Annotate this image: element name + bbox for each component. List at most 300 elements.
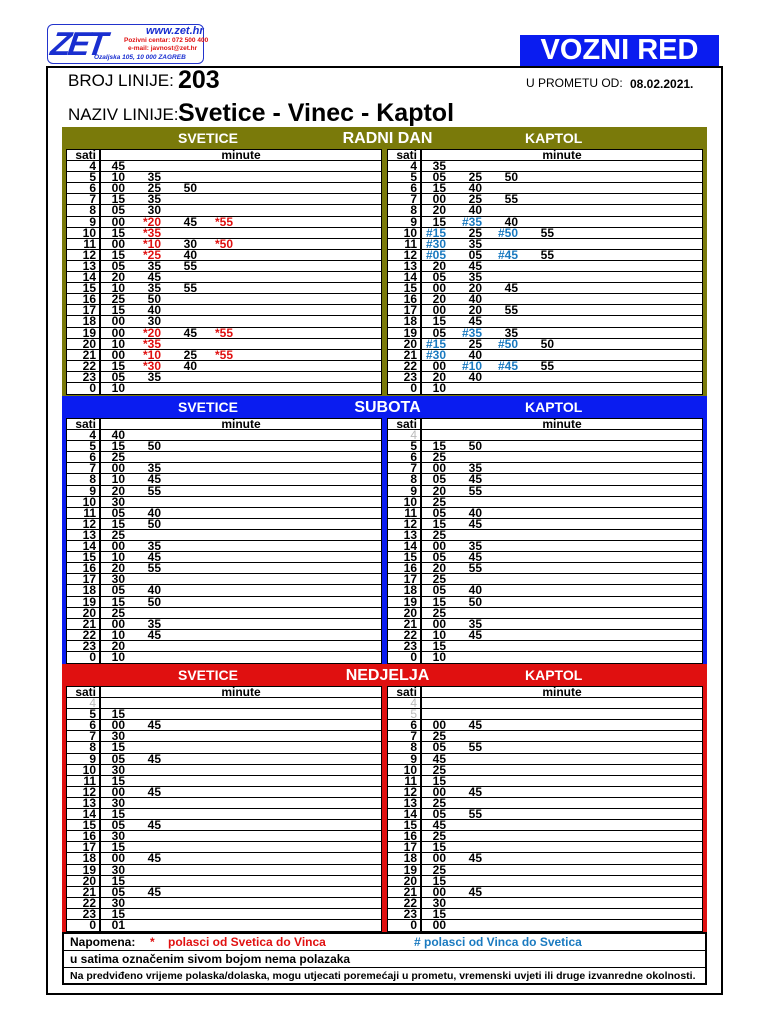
hour-cell: 19 [388,865,422,875]
marked-minute-value: *50 [214,236,233,251]
hour-cell: 14 [388,541,422,551]
minutes-cell [422,430,702,440]
minutes-cell [422,303,702,318]
minute-value: 55 [147,561,161,576]
hour-cell: 20 [67,876,101,886]
day-type-title: RADNI DAN [342,130,433,147]
minute-value: 35 [468,270,482,285]
minutes-cell [422,159,702,174]
minute-value: 01 [111,917,125,932]
minute-value: 40 [183,247,197,262]
minute-value: 40 [504,214,518,229]
minutes-cell [422,627,702,642]
direction-left: SVETICE [178,399,238,415]
minutes-cell [422,698,702,708]
section-radni [62,127,707,397]
minute-value: 55 [183,281,197,296]
marked-minute-value: *10 [142,347,161,362]
minutes-cell [101,807,381,822]
hour-cell: 11 [67,776,101,786]
hour-cell: 14 [67,809,101,819]
minute-value: 25 [468,336,482,351]
minutes-cell [101,906,381,921]
hour-cell: 13 [67,261,101,271]
hour-cell: 14 [388,809,422,819]
minute-value: 55 [504,303,518,318]
hour-cell: 9 [67,754,101,764]
minutes-cell [101,505,381,520]
minute-value: 00 [111,461,125,476]
minute-value: 10 [432,627,446,642]
minute-value: 55 [540,247,554,262]
minutes-cell [422,380,702,395]
timetable-left [66,418,382,664]
minutes-cell [422,807,702,822]
minute-value: 00 [111,325,125,340]
marked-minute-value: #35 [461,325,482,340]
hour-cell: 17 [67,305,101,315]
hour-cell: 19 [67,328,101,338]
hour-cell: 16 [388,294,422,304]
minute-value: 50 [504,170,518,185]
minutes-cell [101,698,381,708]
minute-value: 15 [111,740,125,755]
minute-value: 15 [111,516,125,531]
minute-value: 40 [468,203,482,218]
hour-cell: 8 [388,742,422,752]
minute-value: 35 [468,461,482,476]
hour-cell: 20 [388,876,422,886]
hour-cell: 9 [67,486,101,496]
minute-value: 55 [540,225,554,240]
hour-cell: 0 [388,920,422,931]
marked-minute-value: #15 [425,225,446,240]
hour-cell: 21 [388,619,422,629]
minutes-cell [101,561,381,576]
minutes-cell [101,818,381,833]
marked-minute-value: *20 [142,214,161,229]
table-row [388,917,702,932]
hour-column-header: sati [67,150,101,160]
minute-value: 35 [147,192,161,207]
hour-cell: 18 [67,316,101,326]
hour-cell: 18 [388,316,422,326]
hour-cell: 22 [67,630,101,640]
minutes-cell [422,649,702,664]
hour-cell: 7 [67,194,101,204]
minute-value: 30 [111,895,125,910]
marked-minute-value: *55 [214,214,233,229]
hour-cell: 23 [388,909,422,919]
logo-website: www.zet.hr [146,25,204,37]
hour-cell: 12 [67,787,101,797]
minute-value: 15 [432,594,446,609]
hour-cell: 17 [67,574,101,584]
minute-value: 15 [111,192,125,207]
minute-value: 20 [432,561,446,576]
minute-value: 15 [111,303,125,318]
minutes-cell [101,270,381,285]
minutes-cell [422,594,702,609]
minute-value: 15 [111,225,125,240]
minute-value: 10 [111,281,125,296]
minutes-cell [101,873,381,888]
logo-address: Ozaljska 105, 10 000 ZAGREB [94,54,186,61]
minute-column-header: minute [542,148,582,162]
minutes-cell [101,494,381,509]
direction-right: KAPTOL [525,130,583,146]
timetable-right [387,418,703,664]
minute-value: 45 [147,472,161,487]
table-row [388,380,702,395]
minute-value: 55 [468,740,482,755]
minute-value: 35 [147,616,161,631]
minute-value: 30 [432,895,446,910]
minutes-cell [101,527,381,542]
minute-value: 05 [111,751,125,766]
minute-value: 00 [111,214,125,229]
marked-minute-value: *10 [142,236,161,251]
hour-cell: 7 [388,194,422,204]
hour-cell: 17 [388,574,422,584]
minute-value: 00 [111,851,125,866]
minute-value: 15 [111,358,125,373]
minutes-cell [422,616,702,631]
hour-cell: 11 [67,239,101,249]
minutes-cell [422,472,702,487]
minute-value: 10 [432,380,446,395]
minute-value: 25 [468,192,482,207]
hour-cell: 16 [67,831,101,841]
minute-value: 25 [432,605,446,620]
minute-value: 25 [111,292,125,307]
minute-value: 30 [111,862,125,877]
minute-value: 00 [432,539,446,554]
minute-value: 00 [111,784,125,799]
minute-value: 15 [111,773,125,788]
hour-cell: 18 [67,585,101,595]
minute-value: 30 [111,762,125,777]
minutes-cell [101,258,381,273]
minute-value: 50 [147,439,161,454]
minute-value: 15 [111,906,125,921]
minute-value: 25 [432,729,446,744]
hour-cell: 7 [67,731,101,741]
table-row [388,649,702,664]
minutes-cell [101,247,381,262]
minutes-cell [422,895,702,910]
marked-minute-value: *25 [142,247,161,262]
minute-value: 00 [432,851,446,866]
minute-value: 50 [147,594,161,609]
minutes-cell [422,505,702,520]
minute-value: 50 [540,336,554,351]
minute-value: 40 [147,505,161,520]
marked-minute-value: *30 [142,358,161,373]
minute-value: 15 [111,840,125,855]
minutes-cell [422,572,702,587]
minute-column-header: minute [221,417,261,431]
minute-value: 00 [432,718,446,733]
hour-cell: 15 [67,283,101,293]
minute-value: 15 [432,638,446,653]
marked-minute-value: #30 [425,347,446,362]
minute-value: 55 [504,192,518,207]
line-number: 203 [178,66,220,94]
minute-value: 15 [111,594,125,609]
minute-value: 10 [432,649,446,664]
minute-column-header: minute [542,417,582,431]
minutes-cell [422,917,702,932]
minutes-cell [101,638,381,653]
minute-value: 30 [147,203,161,218]
minute-value: 05 [432,472,446,487]
minutes-cell [422,605,702,620]
section-title-bar [65,667,704,684]
disclaimer: Na predviđeno vrijeme polaska/dolaska, mogu utjecati poremećaji u prometu, vremenski uvjeti ili druge izvanredne okolnosti. [70,970,696,982]
table-row [67,649,381,664]
hour-cell: 11 [67,508,101,518]
minutes-cell [422,583,702,598]
marked-minute-value: #45 [497,358,518,373]
minute-value: 40 [468,505,482,520]
minutes-cell [101,762,381,777]
hour-cell: 7 [388,731,422,741]
hour-cell: 18 [388,853,422,863]
minute-value: 15 [111,707,125,722]
minutes-cell [422,773,702,788]
minutes-cell [101,170,381,185]
hour-cell: 14 [67,541,101,551]
hour-cell: 4 [67,161,101,171]
minutes-cell [422,795,702,810]
marked-minute-value: #35 [461,214,482,229]
hour-cell: 12 [388,787,422,797]
hour-column-header: sati [388,687,422,697]
minute-value: 30 [111,829,125,844]
minute-value: 50 [183,181,197,196]
minute-column-header: minute [542,685,582,699]
hour-cell: 18 [67,853,101,863]
hour-cell: 10 [388,228,422,238]
minutes-cell [101,428,381,443]
hour-cell: 18 [388,585,422,595]
minute-value: 05 [111,369,125,384]
hour-cell: 19 [67,865,101,875]
minute-value: 25 [432,450,446,465]
hour-cell: 15 [388,820,422,830]
hour-cell: 22 [67,898,101,908]
minute-value: 20 [432,483,446,498]
minute-value: 00 [111,539,125,554]
minute-value: 15 [432,906,446,921]
minute-value: 45 [468,627,482,642]
hour-cell: 9 [388,486,422,496]
day-type-title: NEDJELJA [345,667,430,684]
hour-cell: 5 [67,709,101,719]
minutes-cell [422,884,702,899]
hour-cell: 13 [388,530,422,540]
hour-cell: 10 [388,497,422,507]
minutes-cell [101,795,381,810]
minutes-cell [101,159,381,174]
hour-cell: 10 [67,765,101,775]
minute-value: 35 [468,616,482,631]
hour-cell: 5 [388,172,422,182]
minute-value: 35 [147,281,161,296]
minutes-cell [101,784,381,799]
minutes-cell [101,369,381,384]
minute-value: 00 [432,616,446,631]
hour-cell: 16 [67,294,101,304]
minute-value: 00 [432,358,446,373]
minutes-cell [422,873,702,888]
hour-cell: 12 [67,519,101,529]
minute-value: 15 [432,840,446,855]
minute-value: 25 [111,527,125,542]
hour-cell: 4 [388,161,422,171]
minute-value: 05 [432,740,446,755]
minute-value: 30 [183,236,197,251]
star-note: polasci od Svetica do Vinca [168,935,326,949]
hour-cell: 0 [388,652,422,663]
minutes-cell [422,906,702,921]
valid-from-date: 08.02.2021. [630,77,694,91]
minute-value: 50 [468,439,482,454]
minutes-cell [422,281,702,296]
minute-value: 45 [468,784,482,799]
minute-value: 05 [432,807,446,822]
minutes-cell [101,649,381,664]
minutes-cell [422,729,702,744]
hour-cell: 23 [388,372,422,382]
marked-minute-value: #50 [497,336,518,351]
minute-value: 50 [147,292,161,307]
minutes-cell [422,258,702,273]
minute-value: 40 [468,347,482,362]
minute-value: 25 [432,795,446,810]
minutes-cell [101,740,381,755]
hour-column-header: sati [388,419,422,429]
marked-minute-value: #15 [425,336,446,351]
hour-cell: 10 [67,497,101,507]
hour-cell: 4 [67,430,101,440]
line-name-label: NAZIV LINIJE: [68,105,179,124]
minutes-cell [422,762,702,777]
minute-value: 55 [468,807,482,822]
minutes-cell [422,314,702,329]
hour-cell: 22 [67,361,101,371]
marked-minute-value: *20 [142,325,161,340]
minute-value: 30 [147,314,161,329]
minutes-cell [422,450,702,465]
minute-value: 50 [147,516,161,531]
minutes-cell [422,192,702,207]
minute-value: 45 [147,818,161,833]
hour-cell: 14 [67,272,101,282]
minute-value: 00 [111,616,125,631]
minutes-cell [101,550,381,565]
hour-cell: 23 [67,372,101,382]
hour-cell: 21 [67,887,101,897]
minutes-cell [422,336,702,351]
minutes-cell [101,181,381,196]
valid-from-label: U PROMETU OD: [526,76,623,90]
minute-value: 25 [432,527,446,542]
hour-cell: 12 [388,519,422,529]
minute-value: 10 [111,627,125,642]
minutes-cell [101,707,381,722]
hour-cell: 4 [67,698,101,708]
minutes-cell [101,303,381,318]
minutes-cell [101,380,381,395]
minutes-cell [101,472,381,487]
minutes-cell [422,439,702,454]
minute-value: 25 [183,347,197,362]
timetable-left [66,149,382,395]
hour-cell: 15 [388,283,422,293]
hour-cell: 15 [388,552,422,562]
minute-value: 00 [432,303,446,318]
hour-cell: 23 [67,641,101,651]
minutes-cell [101,773,381,788]
day-type-title: SUBOTA [354,399,421,416]
minute-value: 20 [468,281,482,296]
hour-cell: 22 [388,361,422,371]
hash-note: # polasci od Vinca do Svetica [414,935,582,949]
minute-value: 40 [147,303,161,318]
star-symbol: * [150,935,155,949]
minutes-cell [422,483,702,498]
minute-value: 45 [147,884,161,899]
hour-cell: 17 [67,842,101,852]
minutes-cell [422,751,702,766]
minute-value: 45 [147,784,161,799]
hour-cell: 20 [67,339,101,349]
zet-logo-mark: ZET [48,25,107,62]
minute-value: 35 [147,369,161,384]
table-row [388,698,702,709]
minute-value: 05 [432,583,446,598]
hour-cell: 20 [388,608,422,618]
minutes-cell [101,594,381,609]
hour-column-header: sati [67,419,101,429]
minutes-cell [101,539,381,554]
direction-right: KAPTOL [525,667,583,683]
minute-value: 20 [111,638,125,653]
minute-value: 05 [432,325,446,340]
minutes-cell [101,884,381,899]
minutes-cell [422,236,702,251]
minute-value: 10 [111,336,125,351]
minutes-cell [101,729,381,744]
table-row [67,380,381,395]
minute-value: 40 [183,358,197,373]
minute-value: 10 [111,472,125,487]
minute-value: 05 [111,583,125,598]
hour-cell: 13 [388,261,422,271]
hour-cell: 6 [388,720,422,730]
minutes-cell [422,851,702,866]
marked-minute-value: *35 [142,225,161,240]
minutes-cell [101,314,381,329]
minute-value: 55 [540,358,554,373]
minute-value: 30 [111,494,125,509]
hour-cell: 0 [67,383,101,394]
minute-value: 00 [432,784,446,799]
hour-cell: 17 [388,305,422,315]
hour-cell: 8 [67,205,101,215]
